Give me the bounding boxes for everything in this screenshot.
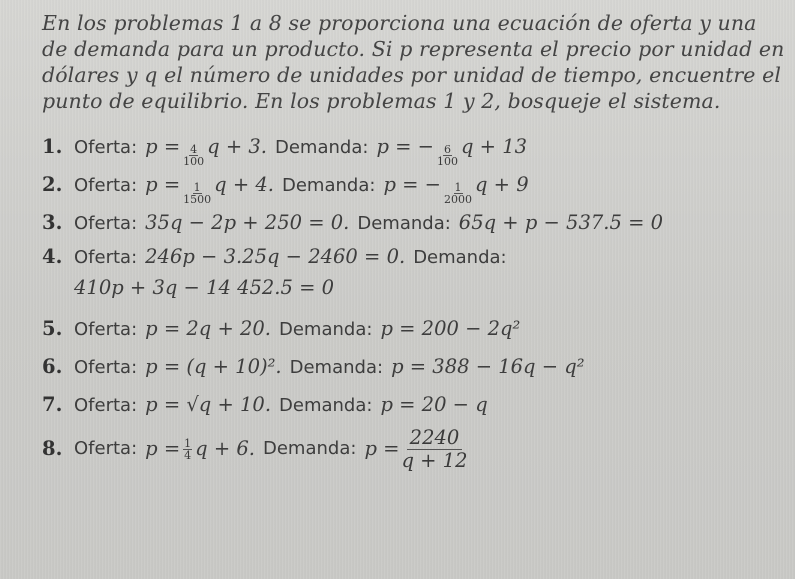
demand-equation: 410p + 3q − 14 452.5 = 0 [74, 276, 335, 299]
supply-label: Oferta: [74, 357, 138, 378]
supply-equation: p = 2q + 20. [145, 317, 271, 340]
supply-equation: 246p − 3.25q − 2460 = 0. [145, 245, 406, 268]
demand-equation: p = 200 − 2q² [380, 317, 521, 340]
problem-1 [42, 128, 787, 166]
supply-equation: p = √q + 10. [145, 393, 272, 416]
fraction-denominator: 1500 [183, 193, 212, 206]
supply-rest: q + 4. [214, 173, 274, 196]
problem-8 [42, 424, 787, 474]
supply-rest: q + 3. [207, 135, 267, 158]
intro-paragraph: En los problemas 1 a 8 se proporciona una ecuación de oferta y una de demanda para un producto. Si p representa el precio por unidad en dólares y q el número de unidades por unidad de tiempo, encuentre el punto de equilibrio. En los problemas 1 y 2, bosqueje el sistema. [42, 11, 785, 113]
problem-3 [42, 204, 787, 242]
demand-lhs: p = − [383, 173, 441, 196]
fraction-numerator: 4 [190, 143, 198, 156]
fraction-numerator: 1 [454, 181, 462, 194]
fraction-denominator: q + 12 [401, 448, 468, 472]
supply-label: Oferta: [74, 319, 138, 340]
demand-equation: p = 388 − 16q − q² [391, 355, 585, 378]
demand-lhs: p = [364, 437, 400, 460]
demand-label: Demanda: [263, 438, 357, 459]
fraction-numerator: 6 [444, 143, 451, 156]
supply-lhs: p = [145, 437, 181, 460]
problem-5 [42, 310, 787, 348]
fraction-denominator: 2000 [444, 193, 472, 206]
demand-equation: 65q + p − 537.5 = 0 [458, 211, 664, 234]
supply-label: Oferta: [74, 213, 138, 234]
problem-number: 3. [42, 211, 63, 234]
demand-fraction [444, 182, 472, 205]
problem-number: 6. [42, 355, 63, 378]
problem-number: 2. [42, 173, 63, 196]
problem-6 [42, 348, 787, 386]
demand-rest: q + 9 [475, 173, 529, 196]
supply-fraction [183, 182, 211, 205]
demand-label: Demanda: [289, 357, 384, 378]
problem-number: 1. [42, 135, 63, 158]
problem-list [42, 128, 787, 474]
supply-label: Oferta: [74, 137, 138, 158]
problem-7 [42, 386, 787, 424]
demand-label: Demanda: [279, 395, 373, 416]
fraction-denominator: 100 [437, 155, 458, 168]
problem-number: 4. [42, 245, 63, 268]
problem-2 [42, 166, 787, 204]
demand-label: Demanda: [275, 137, 369, 158]
supply-rest: q + 6. [195, 437, 255, 460]
problem-number: 8. [42, 437, 63, 460]
supply-label: Oferta: [74, 175, 138, 196]
demand-rest: q + 13 [461, 135, 528, 158]
demand-label: Demanda: [413, 247, 507, 268]
supply-fraction [183, 438, 192, 461]
supply-lhs: p = [145, 135, 181, 158]
supply-label: Oferta: [74, 395, 138, 416]
fraction-numerator: 2240 [407, 427, 463, 450]
demand-lhs: p = − [376, 135, 434, 158]
demand-label: Demanda: [282, 175, 376, 196]
supply-label: Oferta: [74, 438, 138, 459]
demand-fraction [437, 144, 458, 167]
demand-fraction [401, 427, 467, 472]
supply-equation: 35q − 2p + 250 = 0. [145, 211, 350, 234]
fraction-numerator: 1 [184, 436, 192, 450]
fraction-numerator: 1 [193, 181, 201, 194]
demand-label: Demanda: [357, 213, 451, 234]
problem-number: 5. [42, 317, 63, 340]
fraction-denominator: 4 [184, 448, 192, 462]
supply-label: Oferta: [74, 247, 138, 268]
supply-equation: p = (q + 10)². [145, 355, 282, 378]
problem-number: 7. [42, 393, 63, 416]
supply-lhs: p = [145, 173, 181, 196]
fraction-denominator: 100 [183, 155, 205, 168]
demand-equation: p = 20 − q [380, 393, 488, 416]
supply-fraction [183, 144, 204, 167]
problem-4 [42, 242, 787, 310]
demand-label: Demanda: [279, 319, 373, 340]
